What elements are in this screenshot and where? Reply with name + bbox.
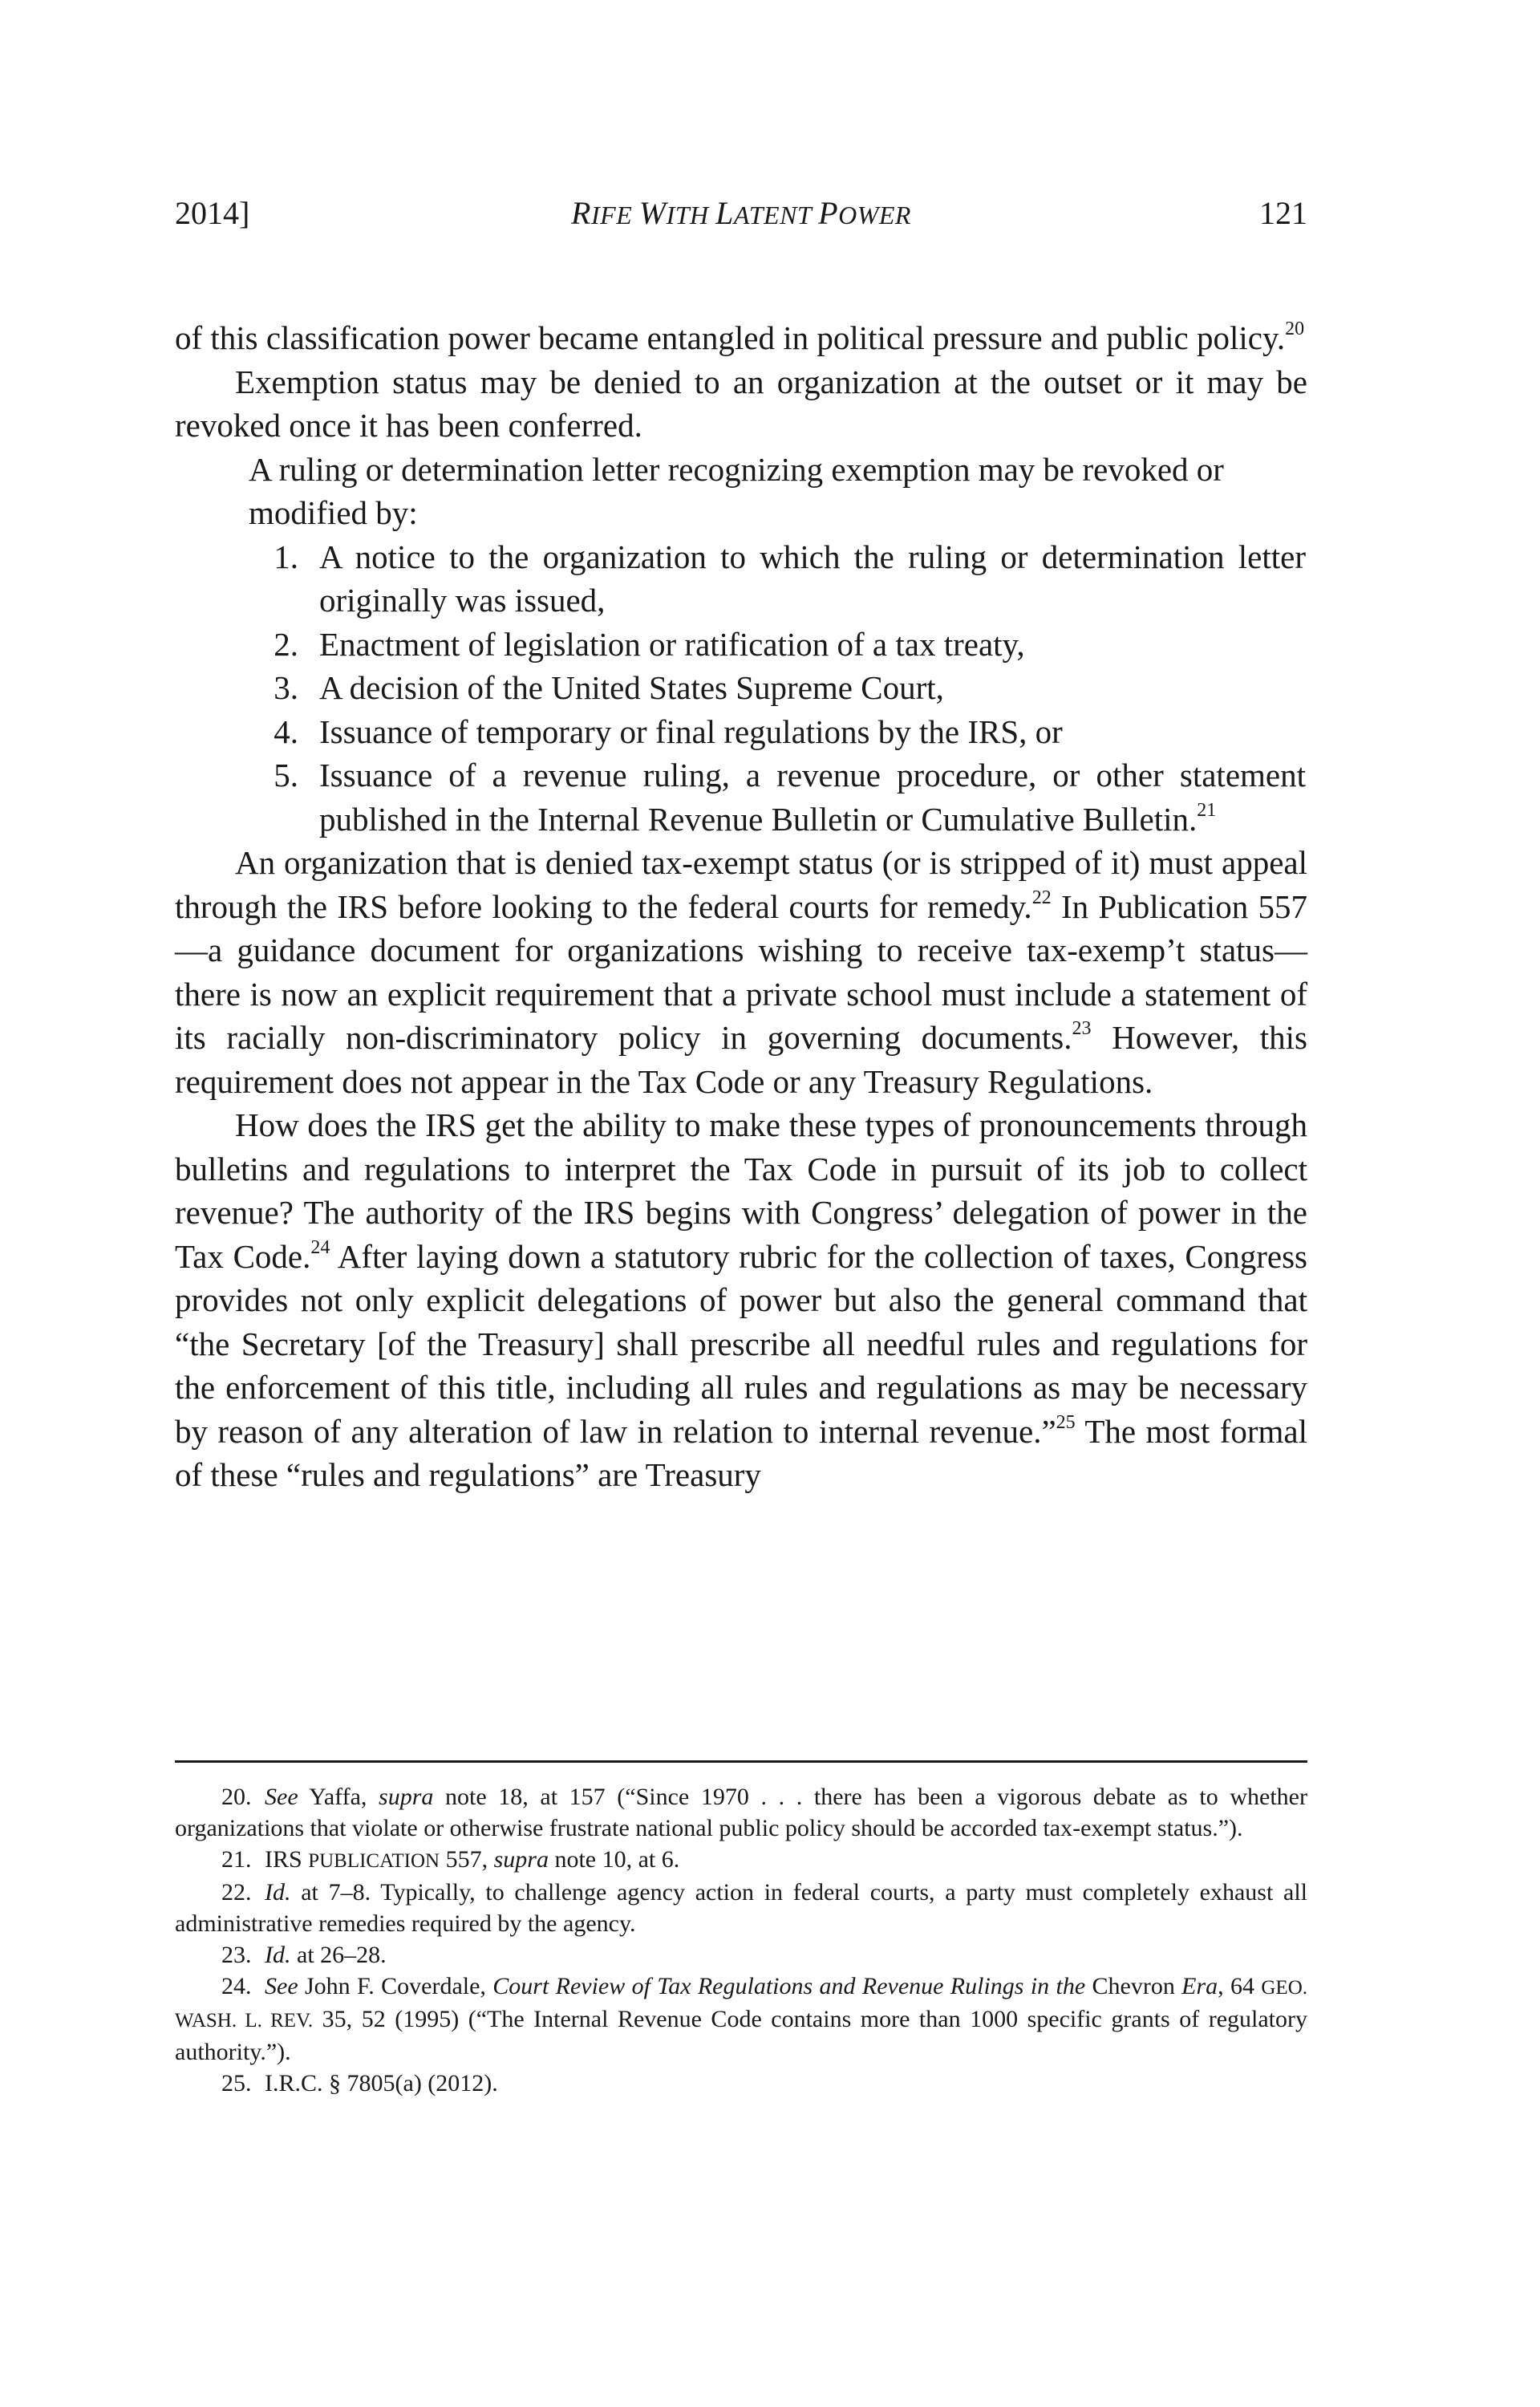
cited-title: Era (1181, 1973, 1218, 1999)
footnote-ref-25[interactable]: 25 (1056, 1411, 1076, 1433)
footnote-text: Chevron (1085, 1973, 1182, 1999)
paragraph-text: How does the IRS get the ability to make these types of pronouncements through bulletins and regulations to interpret the Tax Code in pursuit of its job to collect revenue? The authority of the IRS begins with Congress’ delegation of power in the Tax Code. (175, 1106, 1307, 1275)
title-part: P (818, 195, 839, 231)
list-number: 4. (274, 712, 298, 750)
footnote-number: 21. (221, 1846, 252, 1873)
title-part: IFE (590, 201, 639, 229)
header-article-title (175, 194, 1307, 232)
footnote-text: note 18, at 157 (“Since 1970 . . . there has been a vigorous debate as to whether organizations that violate or otherwise frustrate national public policy should be accorded tax-exempt status.”). (175, 1784, 1307, 1841)
footnote-25 (175, 2068, 1307, 2099)
footnote-24 (175, 1971, 1307, 2068)
list-item (249, 710, 1306, 754)
list-item (249, 535, 1306, 623)
list-number: 3. (274, 669, 298, 706)
footnote-text: I.R.C. § 7805(a) (2012). (265, 2070, 498, 2096)
quote-intro: A ruling or determination letter recognizing exemption may be revoked or modified by: (249, 450, 1224, 531)
footnote-22 (175, 1877, 1307, 1939)
paragraph-4 (175, 1103, 1307, 1497)
signal: supra (379, 1784, 434, 1810)
list-item (249, 623, 1306, 667)
body-text (175, 316, 1307, 1497)
title-part: ITH (666, 201, 716, 229)
footnote-20 (175, 1781, 1307, 1844)
footnote-text: Yaffa, (298, 1784, 379, 1810)
footnote-text: IRS (265, 1846, 309, 1873)
footnote-divider (175, 1760, 1307, 1763)
paragraph-3 (175, 841, 1307, 1103)
footnotes (175, 1781, 1307, 2099)
list-text: Enactment of legislation or ratification of a tax treaty, (319, 625, 1025, 663)
signal: See (265, 1784, 298, 1810)
footnote-number: 23. (221, 1942, 252, 1968)
cited-title: Court Review of Tax Regulations and Revenue Rulings in the (492, 1973, 1086, 1999)
footnote-ref-22[interactable]: 22 (1031, 887, 1052, 908)
paragraph-text: After laying down a statutory rubric for the collection of taxes, Congress provides not only explicit delegations of power but also the general command that “the Secretary [of the Treasury] shall prescribe all needful rules and regulations for the enforcement of this title, including all rules and regulations as may be necessary by reason of any alteration of law in relation to internal revenue.” (175, 1237, 1307, 1450)
paragraph-2: Exemption status may be denied to an organization at the outset or it may be revoked once it has been conferred. (175, 363, 1307, 444)
footnote-text: note 10, at 6. (548, 1846, 680, 1873)
running-header (175, 194, 1307, 234)
title-part: ATENT (733, 201, 819, 229)
paragraph-text: The most formal of these “rules and regulations” are Treasury (175, 1412, 1307, 1493)
footnote-ref-24[interactable]: 24 (310, 1236, 330, 1258)
journal-name: GEO. WASH. L. REV. (175, 1977, 1308, 2032)
footnote-number: 24. (221, 1973, 252, 1999)
list-number: 1. (274, 538, 298, 575)
paragraph-text: of this classification power became entangled in political pressure and public policy. (175, 319, 1286, 356)
paragraph-text: An organization that is denied tax-exempt status (or is stripped of it) must appeal through the IRS before looking to the federal courts for remedy. (175, 844, 1307, 925)
paragraph-1 (175, 316, 1307, 360)
title-part: W (638, 195, 667, 231)
paragraph-text: In Publication 557—a guidance document for organizations wishing to receive tax-exemp’t status—there is now an explicit requirement that a private school must include a statement of its racially non-discriminatory policy in governing documents. (175, 887, 1307, 1056)
footnote-number: 20. (221, 1784, 252, 1810)
header-year: 2014] (175, 195, 250, 231)
footnote-text: 557, (440, 1846, 494, 1873)
footnote-text: PUBLICATION (308, 1850, 440, 1872)
footnote-text: , 64 (1218, 1973, 1262, 1999)
list-text: Issuance of temporary or final regulations by the IRS, or (319, 712, 1063, 750)
footnote-ref-20[interactable]: 20 (1285, 319, 1305, 339)
title-part: L (715, 195, 734, 231)
list-text: A notice to the organization to which the ruling or determination letter originally was issued, (319, 538, 1306, 619)
footnote-23 (175, 1939, 1307, 1971)
title-part: R (571, 195, 591, 231)
list-number: 2. (274, 625, 298, 663)
page-number: 121 (1259, 195, 1307, 231)
block-quote (249, 448, 1307, 842)
revocation-list (249, 535, 1307, 842)
footnote-21 (175, 1844, 1307, 1877)
list-number: 5. (274, 757, 298, 794)
list-text: A decision of the United States Supreme Court, (319, 669, 944, 706)
title-part: OWER (838, 201, 911, 229)
signal: See (265, 1973, 298, 1999)
footnote-number: 22. (221, 1879, 252, 1906)
footnote-ref-21[interactable]: 21 (1197, 799, 1217, 821)
signal: Id. (265, 1879, 291, 1906)
footnote-text: John F. Coverdale, (298, 1973, 493, 1999)
footnote-text: at 7–8. Typically, to challenge agency action in federal courts, a party must completely exhaust all administrative remedies required by the agency. (175, 1879, 1307, 1937)
signal: Id. (265, 1942, 291, 1968)
footnote-ref-23[interactable]: 23 (1072, 1018, 1092, 1039)
list-item (249, 753, 1306, 841)
signal: supra (493, 1846, 549, 1873)
footnote-text: 35, 52 (1995) (“The Internal Revenue Code contains more than 1000 specific grants of regulatory authority.”). (175, 2006, 1308, 2065)
list-item (249, 666, 1306, 710)
footnote-number: 25. (221, 2070, 252, 2096)
footnote-text: at 26–28. (290, 1942, 387, 1968)
paragraph-text: However, this requirement does not appear in the Tax Code or any Treasury Regulations. (175, 1019, 1307, 1100)
list-text: Issuance of a revenue ruling, a revenue procedure, or other statement published in the Internal Revenue Bulletin or Cumulative Bulletin. (319, 757, 1306, 838)
